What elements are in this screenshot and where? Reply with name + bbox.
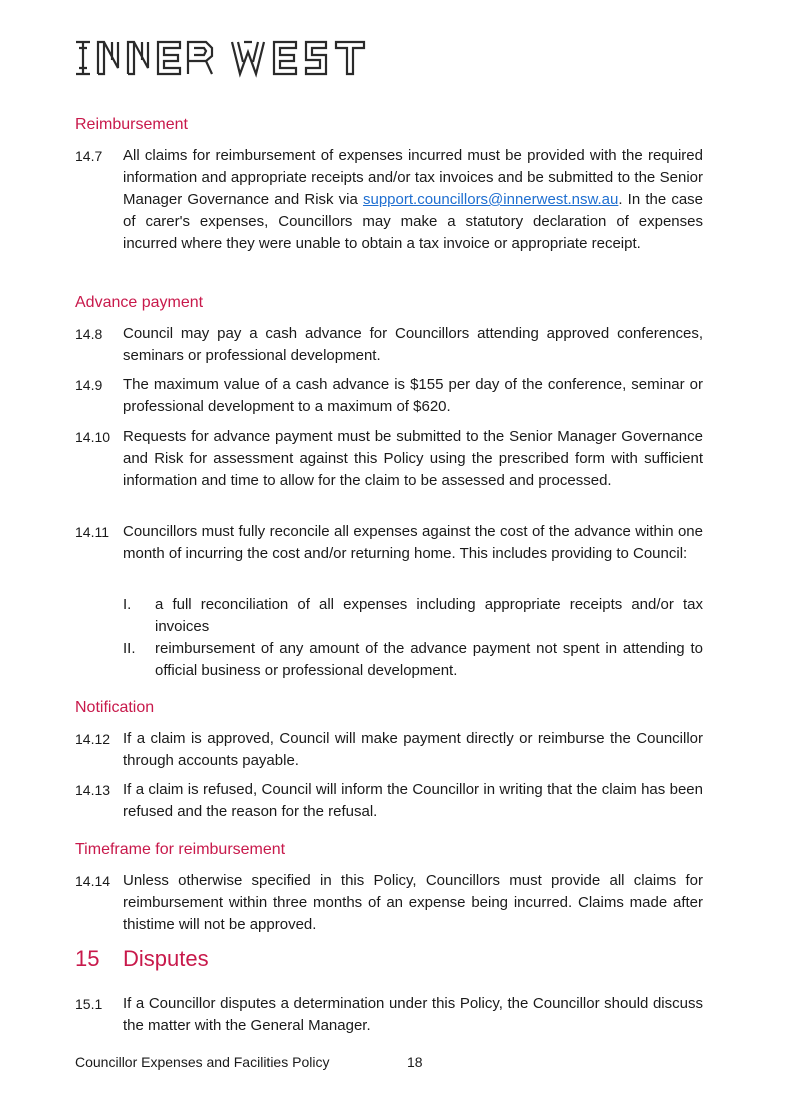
clause-text: Unless otherwise specified in this Policy, Councillors must provide all claims for reimbursement within three months of an expense being incurred. Claims made after thistime will not be approved. [123,872,703,933]
clause-number: 14.8 [75,326,103,342]
list-item-number: II. [123,640,136,657]
clause-14-14 [75,870,703,936]
section-heading-timeframe: Timeframe for reimbursement [75,841,286,858]
clause-15-1 [75,993,703,1037]
list-item [123,594,703,638]
section-heading-advance-payment: Advance payment [75,294,204,311]
clause-14-11-sublist [123,594,703,682]
list-item-text: a full reconciliation of all expenses including appropriate receipts and/or tax invoices [155,596,703,635]
page-number: 18 [407,1054,423,1070]
clause-text [123,145,703,255]
page-footer [75,1052,423,1072]
section-number: 15 [75,946,100,971]
clause-number: 14.7 [75,148,103,164]
clause-text: Requests for advance payment must be submitted to the Senior Manager Governance and Risk for assessment against this Policy using the prescribed form with sufficient information and time to allow for the claim to be assessed and processed. [123,428,703,489]
clause-14-7 [75,145,703,255]
support-email-link[interactable]: support.councillors@innerwest.nsw.au [363,191,619,208]
section-title-text: Disputes [123,946,209,971]
clause-number: 15.1 [75,996,103,1012]
clause-number: 14.11 [75,524,109,540]
list-item-text: reimbursement of any amount of the advance payment not spent in attending to official business or professional development. [155,640,703,679]
clause-text: The maximum value of a cash advance is $155 per day of the conference, seminar or professional development to a maximum of $620. [123,376,703,415]
footer-document-title: Councillor Expenses and Facilities Policy [75,1054,330,1070]
list-item [123,638,703,682]
clause-text: Council may pay a cash advance for Councillors attending approved conferences, seminars or professional development. [123,325,703,364]
clause-14-8 [75,323,703,367]
clause-text-before: All claims for reimbursement of expenses incurred must be provided with the required information and appropriate receipts and/or tax invoices and be submitted to the Senior Manager Governance and Risk via [123,147,703,208]
clause-text: If a claim is refused, Council will inform the Councillor in writing that the claim has been refused and the reason for the refusal. [123,781,703,820]
clause-number: 14.10 [75,429,111,445]
clause-text: If a claim is approved, Council will make payment directly or reimburse the Councillor through accounts payable. [123,730,703,769]
clause-number: 14.13 [75,782,111,798]
section-title-disputes [75,944,209,974]
clause-text-after: . In the case of carer's expenses, Councillors may make a statutory declaration of expenses incurred where they were unable to obtain a tax invoice or appropriate receipt. [123,191,703,252]
clause-text: Councillors must fully reconcile all expenses against the cost of the advance within one month of incurring the cost and/or returning home. This includes providing to Council: [123,523,703,562]
clause-14-13 [75,779,703,823]
inner-west-logo [74,38,370,83]
list-item-number: I. [123,596,132,613]
clause-number: 14.12 [75,731,111,747]
clause-14-11 [75,521,703,565]
clause-number: 14.14 [75,873,111,889]
clause-number: 14.9 [75,377,103,393]
clause-14-10 [75,426,703,492]
clause-14-12 [75,728,703,772]
clause-text: If a Councillor disputes a determination under this Policy, the Councillor should discuss the matter with the General Manager. [123,995,703,1034]
section-heading-notification: Notification [75,699,155,716]
section-heading-reimbursement: Reimbursement [75,116,188,133]
clause-14-9 [75,374,703,418]
inner-west-logo-icon [74,38,370,78]
